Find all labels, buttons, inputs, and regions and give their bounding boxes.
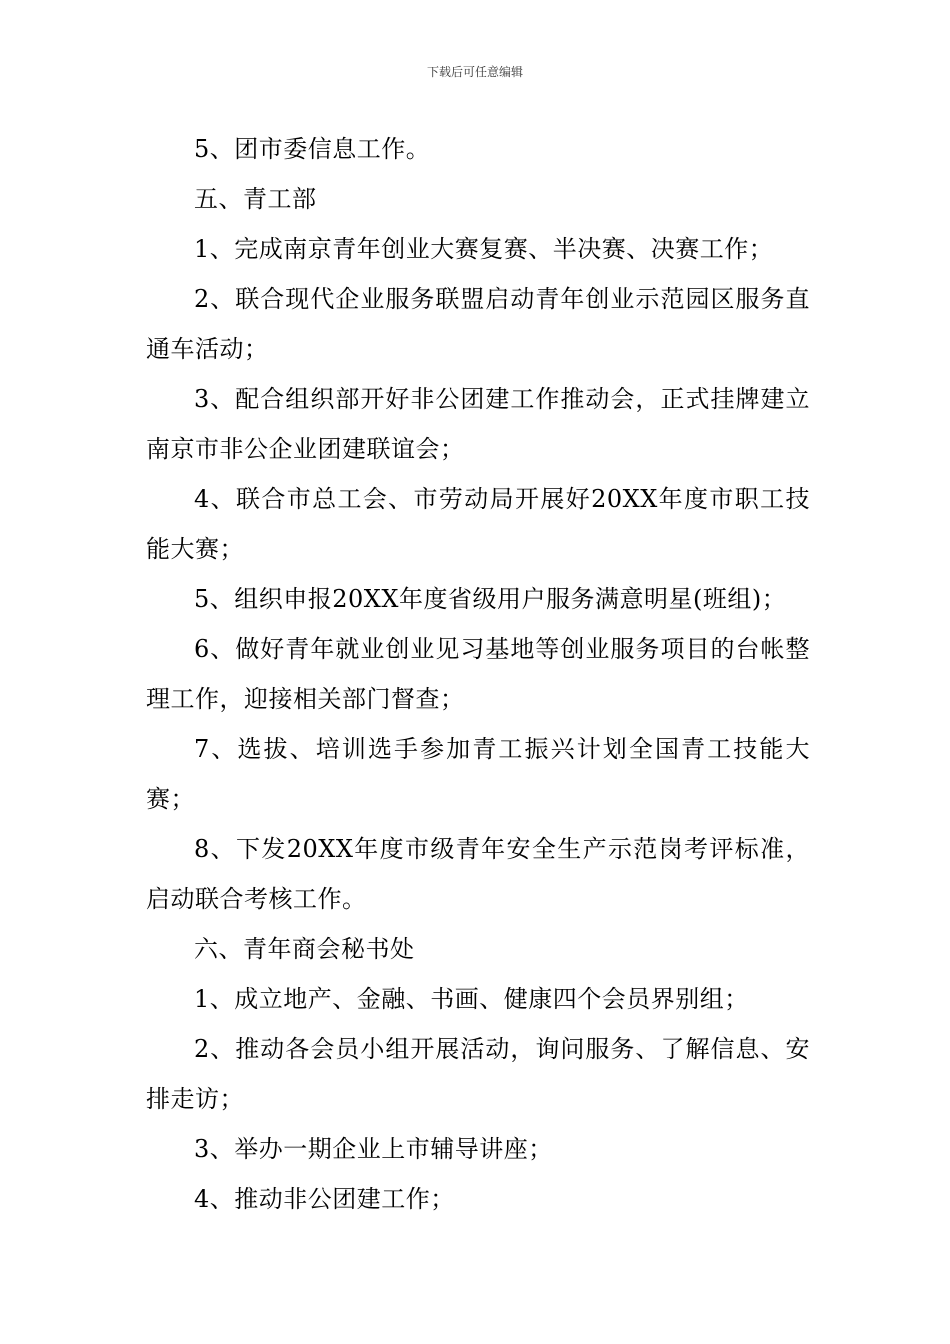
- paragraph: 1、成立地产、金融、书画、健康四个会员界别组；: [194, 985, 749, 1013]
- paragraph: 3、举办一期企业上市辅导讲座；: [194, 1135, 553, 1163]
- paragraph: 4、推动非公团建工作；: [194, 1185, 455, 1213]
- paragraph: 2、推动各会员小组开展活动，询问服务、了解信息、安排走访；: [146, 1035, 810, 1113]
- page-header: 下载后可任意编辑: [426, 65, 523, 79]
- paragraph: 1、完成南京青年创业大赛复赛、半决赛、决赛工作；: [194, 235, 774, 263]
- paragraph: 6、做好青年就业创业见习基地等创业服务项目的台帐整理工作，迎接相关部门督查；: [146, 635, 810, 713]
- paragraph: 7、选拔、培训选手参加青工振兴计划全国青工技能大赛；: [146, 735, 810, 813]
- paragraph: 5、组织申报20XX年度省级用户服务满意明星(班组)；: [194, 585, 787, 613]
- paragraph: 8、下发20XX年度市级青年安全生产示范岗考评标准，启动联合考核工作。: [146, 835, 810, 913]
- document-body: [146, 124, 810, 1224]
- paragraph: 3、配合组织部开好非公团建工作推动会，正式挂牌建立南京市非公企业团建联谊会；: [146, 385, 810, 463]
- section-heading: 五、青工部: [194, 185, 317, 213]
- section-heading: 六、青年商会秘书处: [194, 935, 415, 963]
- paragraph: 2、联合现代企业服务联盟启动青年创业示范园区服务直通车活动；: [146, 285, 810, 363]
- paragraph: 5、团市委信息工作。: [194, 135, 431, 163]
- paragraph: 4、联合市总工会、市劳动局开展好20XX年度市职工技能大赛；: [146, 485, 810, 563]
